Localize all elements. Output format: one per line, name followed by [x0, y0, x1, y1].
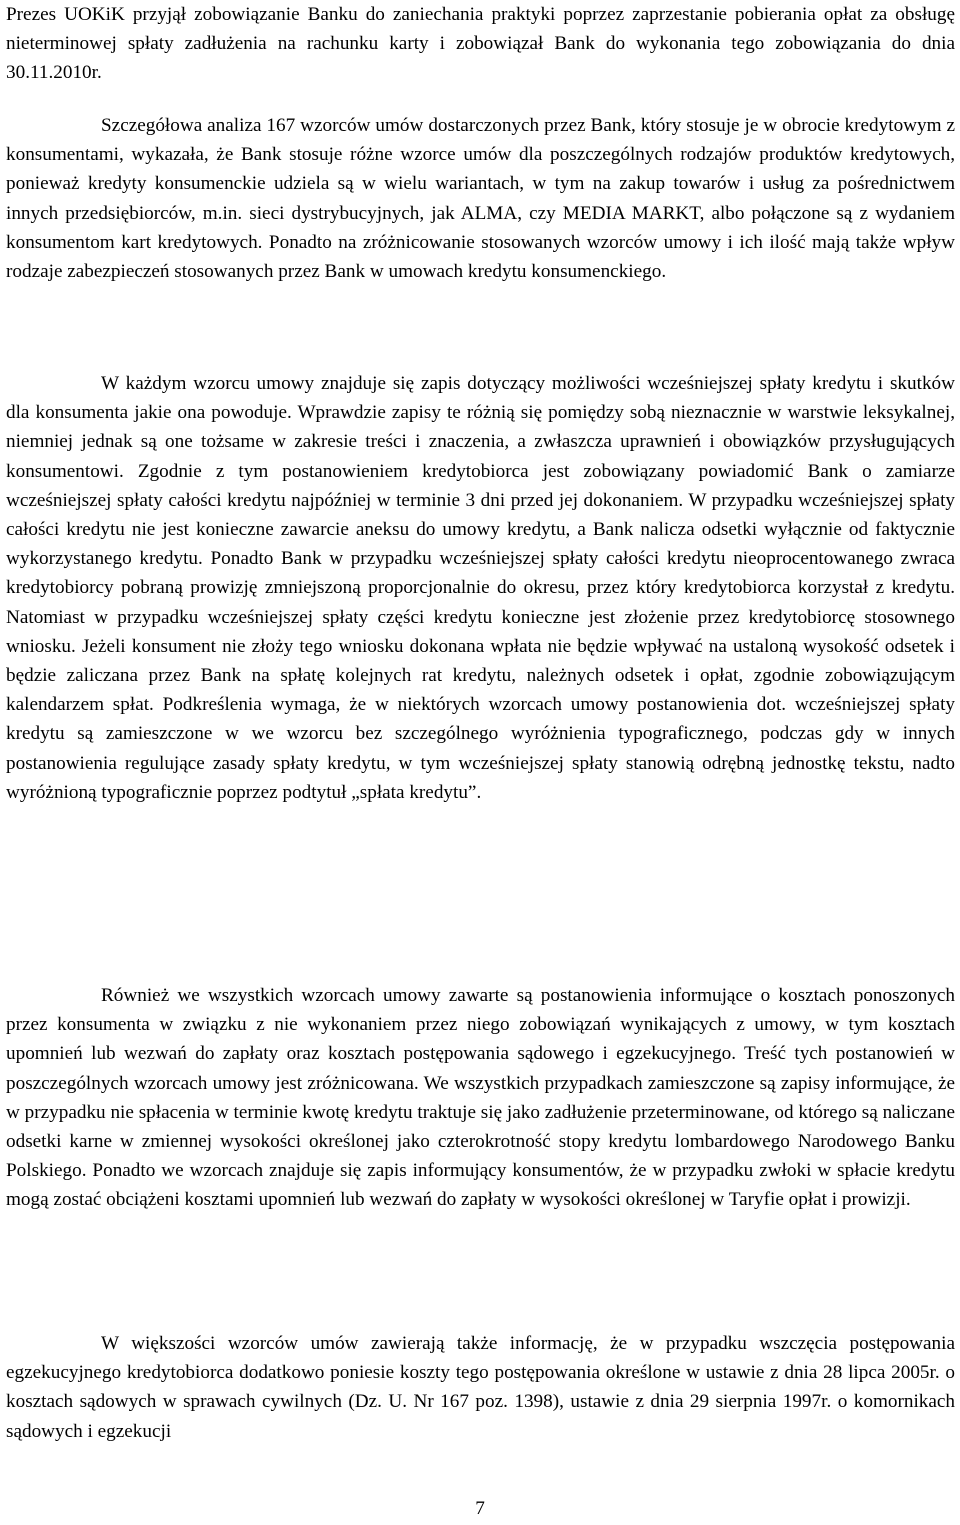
paragraph-koszty: Również we wszystkich wzorcach umowy zawarte są postanowienia informujące o kosztach ponoszonych przez konsumenta w związku z nie wykonaniem przez niego zobowiązań wynikających z umowy, w tym kosztach upomnień lub wezwań do zapłaty oraz kosztach postępowania sądowego i egzekucyjnego. Treść tych postanowień w poszczególnych wzorcach umowy jest zróżnicowana. We wszystkich przypadkach zamieszczone są zapisy informujące, że w przypadku nie spłacenia w terminie kwotę kredytu traktuje się jako zadłużenie przeterminowane, od którego są naliczane odsetki karne w zmiennej wysokości określonej jako czterokrotność stopy kredytu lombardowego Narodowego Banku Polskiego. Ponadto we wzorcach znajduje się zapis informujący konsumentów, że w przypadku zwłoki w spłacie kredytu mogą zostać obciążeni kosztami upomnień lub wezwań do zapłaty w wysokości określonej w Taryfie opłat i prowizji.: [6, 985, 955, 1211]
paragraph-postepowanie-egzekucyjne: W większości wzorców umów zawierają także informację, że w przypadku wszczęcia postępowania egzekucyjnego kredytobiorca dodatkowo poniesie koszty tego postępowania określone w ustawie z dnia 28 lipca 2005r. o kosztach sądowych w sprawach cywilnych (Dz. U. Nr 167 poz. 1398), ustawie z dnia 29 sierpnia 1997r. o komornikach sądowych i egzekucji: [6, 1333, 955, 1442]
paragraph-wczesniejsza-splata: W każdym wzorcu umowy znajduje się zapis dotyczący możliwości wcześniejszej spłaty kredytu i skutków dla konsumenta jakie ona powoduje. Wprawdzie zapisy te różnią się pomiędzy sobą nieznacznie w warstwie leksykalnej, niemniej jednak są one tożsame w zakresie treści i znaczenia, a zwłaszcza uprawnień i obowiązków przysługujących konsumentowi. Zgodnie z tym postanowieniem kredytobiorca jest zobowiązany powiadomić Bank o zamiarze wcześniejszej spłaty całości kredytu najpóźniej w terminie 3 dni przed jej dokonaniem. W przypadku wcześniejszej spłaty całości kredytu nie jest konieczne zawarcie aneksu do umowy kredytu, a Bank nalicza odsetki wyłącznie od faktycznie wykorzystanego kredytu. Ponadto Bank w przypadku wcześniejszej spłaty całości kredytu nieoprocentowanego zwraca kredytobiorcy pobraną prowizję zmniejszoną proporcjonalnie do okresu, przez który kredytobiorca korzystał z kredytu. Natomiast w przypadku wcześniejszej spłaty części kredytu konieczne jest złożenie przez kredytobiorcę stosownego wniosku. Jeżeli konsument nie złoży tego wniosku dokonana wpłata nie będzie wpływać na ustaloną wysokość odsetek i będzie zaliczana przez Bank na spłatę kolejnych rat kredytu, należnych odsetek i opłat, zgodnie zobowiązującym kalendarzem spłat. Podkreślenia wymaga, że w niektórych wzorcach umowy postanowienia dot. wcześniejszej spłaty kredytu są zamieszczone w we wzorcu bez szczególnego wyróżnienia typograficznego, podczas gdy w innych postanowienia regulujące zasady spłaty kredytu, w tym wcześniejszej spłaty stanowią odrębną jednostkę tekstu, nadto wyróżnioną typograficznie poprzez podtytuł „spłata kredytu”.: [6, 373, 955, 803]
page-number: 7: [475, 1498, 485, 1519]
paragraph-analiza-wzorcow: Szczegółowa analiza 167 wzorców umów dostarczonych przez Bank, który stosuje je w obrocie kredytowym z konsumentami, wykazała, że Bank stosuje różne wzorce umów dla poszczególnych rodzajów produktów kredytowych, ponieważ kredyty konsumenckie udziela są w wielu wariantach, w tym na zakup towarów i usług za pośrednictwem innych przedsiębiorców, m.in. sieci dystrybucyjnych, jak ALMA, czy MEDIA MARKT, albo połączone są z wydaniem konsumentom kart kredytowych. Ponadto na zróżnicowanie stosowanych wzorców umowy i ich ilość mają także wpływ rodzaje zabezpieczeń stosowanych przez Bank w umowach kredytu konsumenckiego.: [6, 115, 955, 283]
paragraph-zobowiazanie: Prezes UOKiK przyjął zobowiązanie Banku do zaniechania praktyki poprzez zaprzestanie pobierania opłat za obsługę nieterminowej spłaty zadłużenia na rachunku karty i zobowiązał Bank do wykonania tego zobowiązania do dnia 30.11.2010r.: [6, 4, 955, 84]
